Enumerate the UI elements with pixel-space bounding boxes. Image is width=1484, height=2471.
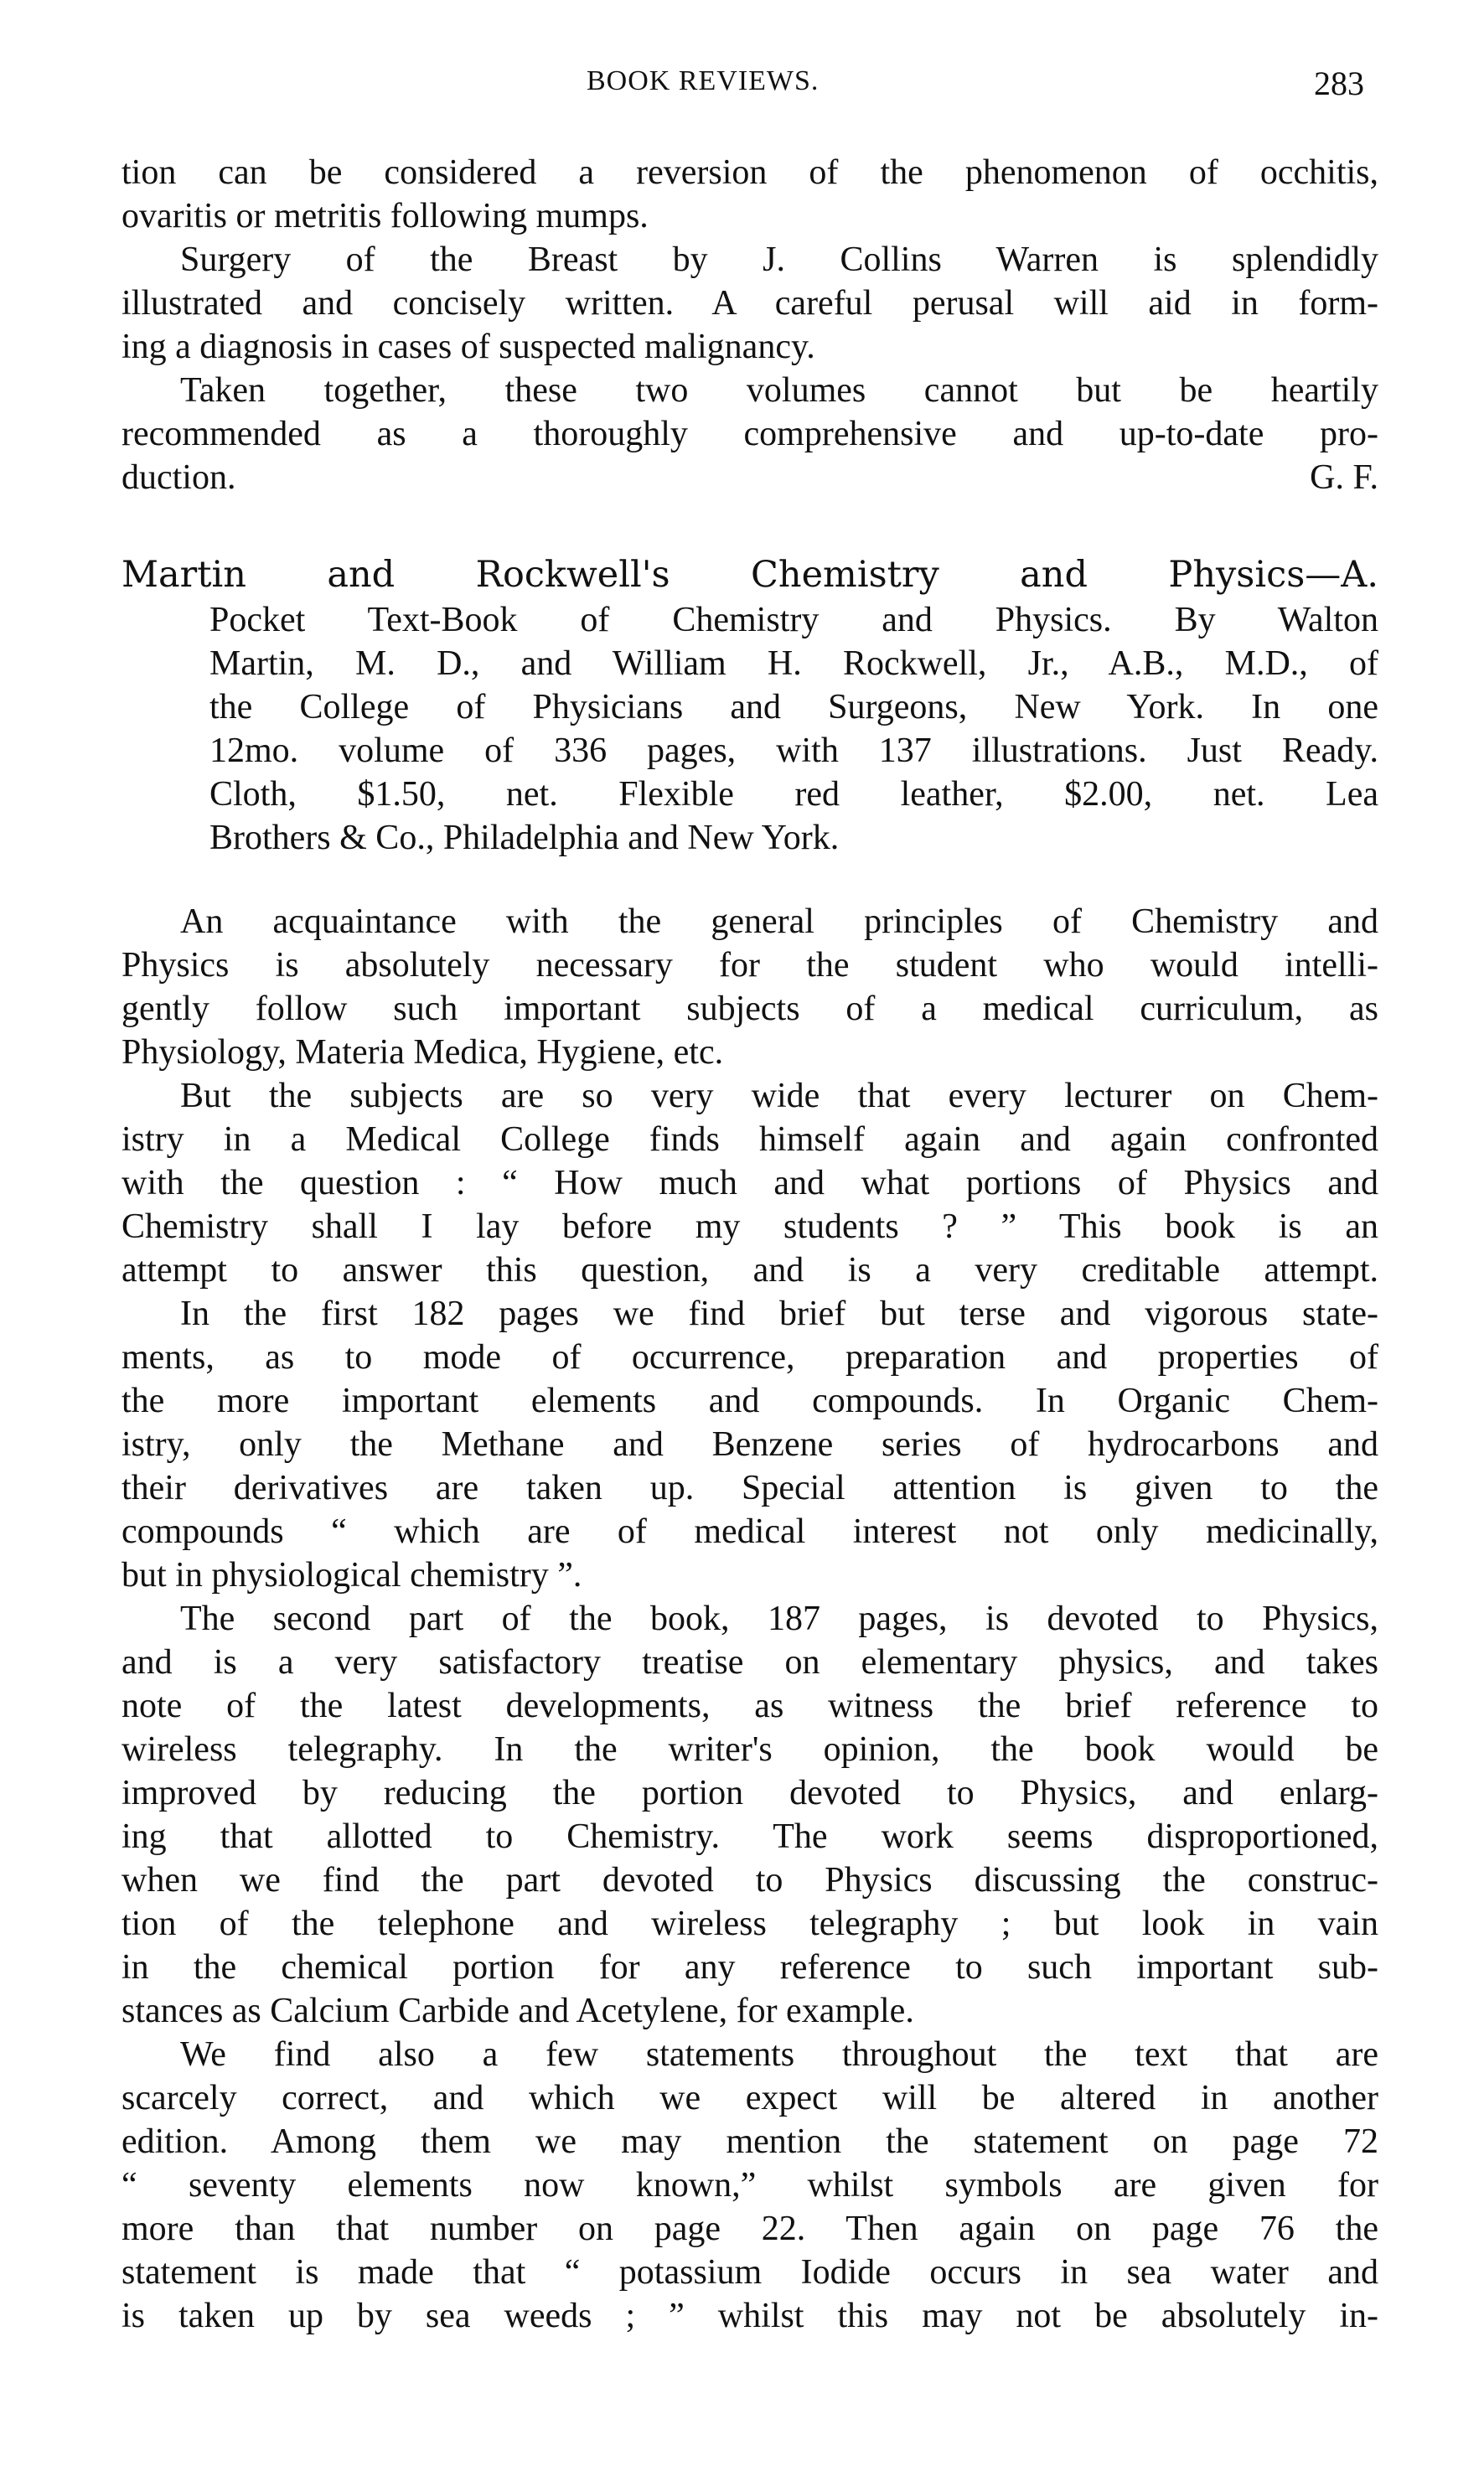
text-line: and is a very satisfactory treatise on elementary physics, and takes [122,1643,1378,1682]
review-paragraph [122,2033,1378,2338]
page-content [122,151,1378,2338]
text-line: their derivatives are taken up. Special attention is given to the [122,1469,1378,1507]
text-line: ovaritis or metritis following mumps. [122,197,649,235]
text-line: ing that allotted to Chemistry. The work seems disproportioned, [122,1817,1378,1856]
text-line: improved by reducing the portion devoted to Physics, and enlarg- [122,1774,1378,1812]
text-line: note of the latest developments, as witness the brief reference to [122,1687,1378,1725]
text-line: but in physiological chemistry ”. [122,1556,582,1595]
review-paragraph [122,1292,1378,1597]
section-gap [122,499,1378,551]
review-paragraph [122,1074,1378,1292]
text-line: edition. Among them we may mention the statement on page 72 [122,2122,1378,2161]
running-title: BOOK REVIEWS. [587,65,820,96]
reviewer-initials: G. F. [1310,458,1378,497]
text-line: recommended as a thoroughly comprehensive and up-to-date pro- [122,415,1378,453]
text-line: We find also a few statements throughout the text that are [180,2035,1378,2074]
text-line: tion can be considered a reversion of the phenomenon of occhitis, [122,153,1378,192]
text-line: ments, as to mode of occurrence, preparation and properties of [122,1338,1378,1377]
text-line: with the question : “ How much and what portions of Physics and [122,1164,1378,1202]
text-line: illustrated and concisely written. A careful perusal will aid in form- [122,284,1378,323]
signoff-line [122,456,1378,499]
text-line: gently follow such important subjects of a medical curriculum, as [122,990,1378,1028]
previous-review-ending [122,151,1378,499]
review-entry [122,551,1378,2338]
bibliographic-details [122,598,1378,860]
text-line: Physiology, Materia Medica, Hygiene, etc. [122,1033,724,1072]
text-line: the more important elements and compounds. In Organic Chem- [122,1382,1378,1420]
text-line: scarcely correct, and which we expect will be altered in another [122,2079,1378,2117]
text-line: in the chemical portion for any reference to such important sub- [122,1948,1378,1987]
biblio-line: Brothers & Co., Philadelphia and New York. [209,819,840,857]
text-line: Taken together, these two volumes cannot but be heartily [180,371,1378,410]
text-line: The second part of the book, 187 pages, is devoted to Physics, [180,1600,1378,1638]
page-number: 283 [1314,65,1364,102]
text-line: Physics is absolutely necessary for the student who would intelli- [122,946,1378,985]
biblio-line: the College of Physicians and Surgeons, New York. In one [209,688,1378,726]
text-line: Chemistry shall I lay before my students ? ” This book is an [122,1207,1378,1246]
review-heading: Martin and Rockwell's Chemistry and Physics—A. [122,554,1378,596]
body-gap [122,860,1378,900]
running-head [0,65,1484,107]
text-line: But the subjects are so very wide that every lecturer on Chem- [180,1077,1378,1115]
text-line: statement is made that “ potassium Iodide occurs in sea water and [122,2253,1378,2292]
biblio-line: Pocket Text-Book of Chemistry and Physics. By Walton [209,601,1378,639]
biblio-line: Martin, M. D., and William H. Rockwell, Jr., A.B., M.D., of [209,644,1378,683]
text-line: compounds “ which are of medical interest not only medicinally, [122,1512,1378,1551]
text-line: wireless telegraphy. In the writer's opinion, the book would be [122,1730,1378,1769]
biblio-line: Cloth, $1.50, net. Flexible red leather, $2.00, net. Lea [209,775,1378,814]
text-line: stances as Calcium Carbide and Acetylene, for example. [122,1992,914,2030]
text-line: is taken up by sea weeds ; ” whilst this may not be absolutely in- [122,2297,1378,2335]
review-paragraph [122,1597,1378,2033]
text-line: Surgery of the Breast by J. Collins Warren is splendidly [180,240,1378,279]
text-line: ing a diagnosis in cases of suspected malignancy. [122,328,815,366]
text-line: attempt to answer this question, and is a very creditable attempt. [122,1251,1378,1290]
text-line: An acquaintance with the general principles of Chemistry and [180,902,1378,941]
biblio-line: 12mo. volume of 336 pages, with 137 illustrations. Just Ready. [209,731,1378,770]
text-line: In the first 182 pages we find brief but terse and vigorous state- [180,1295,1378,1333]
review-paragraph [122,900,1378,1074]
text-line: istry in a Medical College finds himself again and again confronted [122,1120,1378,1159]
text-line: “ seventy elements now known,” whilst symbols are given for [122,2166,1378,2205]
text-line: tion of the telephone and wireless telegraphy ; but look in vain [122,1905,1378,1943]
text-line: duction. [122,458,236,497]
text-line: istry, only the Methane and Benzene series of hydrocarbons and [122,1425,1378,1464]
text-line: when we find the part devoted to Physics discussing the construc- [122,1861,1378,1900]
text-line: more than that number on page 22. Then again on page 76 the [122,2210,1378,2248]
